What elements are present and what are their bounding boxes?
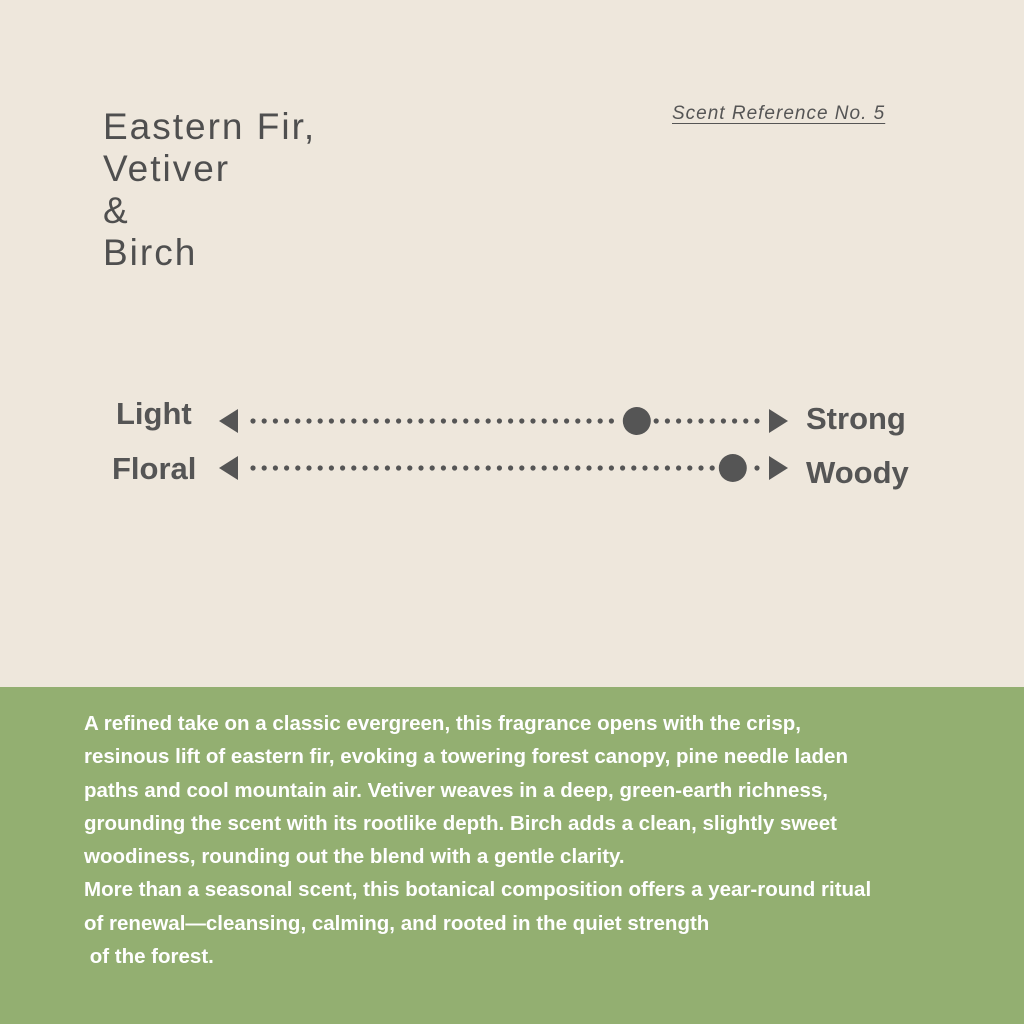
track-dot	[306, 465, 311, 470]
track-dot	[542, 465, 547, 470]
scale-right-label-strong: Strong	[806, 401, 906, 436]
track-dot	[564, 418, 569, 423]
track-dot	[262, 418, 267, 423]
track-dot	[519, 418, 524, 423]
track-dot	[463, 465, 468, 470]
track-dot	[710, 465, 715, 470]
track-dot	[698, 418, 703, 423]
track-dot	[598, 465, 603, 470]
track-dot	[721, 418, 726, 423]
scale-marker	[623, 407, 651, 435]
track-dot	[385, 418, 390, 423]
track-dot	[654, 465, 659, 470]
track-dot	[642, 465, 647, 470]
track-dot	[553, 418, 558, 423]
track-dot	[542, 418, 547, 423]
track-dot	[374, 418, 379, 423]
description-line: grounding the scent with its rootlike depth. Birch adds a clean, slightly sweet	[84, 811, 837, 835]
track-dot	[586, 465, 591, 470]
description-line: paths and cool mountain air. Vetiver weaves in a deep, green-earth richness,	[84, 778, 828, 802]
track-dot	[743, 418, 748, 423]
track-dot	[441, 418, 446, 423]
scale-floral-woody	[219, 454, 788, 482]
track-dot	[295, 418, 300, 423]
track-dot	[418, 465, 423, 470]
track-dot	[452, 465, 457, 470]
track-dot	[508, 465, 513, 470]
track-dot	[430, 418, 435, 423]
track-dot	[418, 418, 423, 423]
track-dot	[754, 465, 759, 470]
description-line: of the forest.	[84, 945, 214, 969]
track-dot	[530, 418, 535, 423]
track-dot	[665, 465, 670, 470]
track-dot	[284, 465, 289, 470]
description-line: A refined take on a classic evergreen, this fragrance opens with the crisp,	[84, 712, 801, 735]
track-dot	[586, 418, 591, 423]
track-dot	[519, 465, 524, 470]
description-line: woodiness, rounding out the blend with a gentle clarity.	[84, 845, 625, 869]
track-dot	[754, 418, 759, 423]
scale-right-label-woody: Woody	[806, 455, 909, 490]
track-dot	[284, 418, 289, 423]
track-dot	[407, 418, 412, 423]
arrow-right-icon	[769, 409, 788, 433]
track-dot	[441, 465, 446, 470]
track-dot	[553, 465, 558, 470]
arrow-left-icon	[219, 409, 238, 433]
track-dot	[687, 418, 692, 423]
track-dot	[273, 418, 278, 423]
track-dot	[295, 465, 300, 470]
track-dot	[351, 418, 356, 423]
track-dot	[318, 418, 323, 423]
track-dot	[564, 465, 569, 470]
track-dot	[508, 418, 513, 423]
track-dot	[631, 465, 636, 470]
track-dot	[687, 465, 692, 470]
track-dot	[609, 418, 614, 423]
track-dot	[710, 418, 715, 423]
track-dot	[329, 418, 334, 423]
title-line: &	[103, 190, 130, 231]
scale-marker	[719, 454, 747, 482]
track-dot	[463, 418, 468, 423]
track-dot	[362, 465, 367, 470]
track-dot	[497, 465, 502, 470]
track-dot	[340, 418, 345, 423]
description-line: of renewal—cleansing, calming, and rooted in the quiet strength	[84, 911, 710, 935]
track-dot	[665, 418, 670, 423]
track-dot	[486, 418, 491, 423]
scale-light-strong	[219, 407, 788, 435]
track-dot	[530, 465, 535, 470]
track-dot	[698, 465, 703, 470]
track-dot	[575, 465, 580, 470]
track-dot	[385, 465, 390, 470]
title-line: Eastern Fir,	[103, 106, 317, 147]
track-dot	[474, 465, 479, 470]
track-dot	[362, 418, 367, 423]
description-line: resinous lift of eastern fir, evoking a towering forest canopy, pine needle laden	[84, 745, 848, 769]
arrow-right-icon	[769, 456, 788, 480]
track-dot	[250, 418, 255, 423]
arrow-left-icon	[219, 456, 238, 480]
track-dot	[497, 418, 502, 423]
track-dot	[430, 465, 435, 470]
track-dot	[250, 465, 255, 470]
track-dot	[620, 465, 625, 470]
track-dot	[575, 418, 580, 423]
track-dot	[676, 418, 681, 423]
track-dot	[318, 465, 323, 470]
track-dot	[407, 465, 412, 470]
track-dot	[329, 465, 334, 470]
track-dot	[486, 465, 491, 470]
track-dot	[396, 418, 401, 423]
scent-description	[84, 707, 964, 973]
track-dot	[452, 418, 457, 423]
track-dot	[654, 418, 659, 423]
scent-reference: Scent Reference No. 5	[672, 103, 886, 124]
title-line: Birch	[103, 232, 198, 273]
track-dot	[396, 465, 401, 470]
track-dot	[732, 418, 737, 423]
track-dot	[273, 465, 278, 470]
track-dot	[262, 465, 267, 470]
track-dot	[306, 418, 311, 423]
track-dot	[609, 465, 614, 470]
track-dot	[474, 418, 479, 423]
track-dot	[598, 418, 603, 423]
track-dot	[676, 465, 681, 470]
track-dot	[340, 465, 345, 470]
scale-left-label-floral: Floral	[112, 451, 197, 486]
track-dot	[351, 465, 356, 470]
track-dot	[374, 465, 379, 470]
description-line: More than a seasonal scent, this botanical composition offers a year-round ritual	[84, 878, 872, 902]
title-line: Vetiver	[103, 148, 231, 189]
scale-left-label-light: Light	[116, 396, 192, 431]
